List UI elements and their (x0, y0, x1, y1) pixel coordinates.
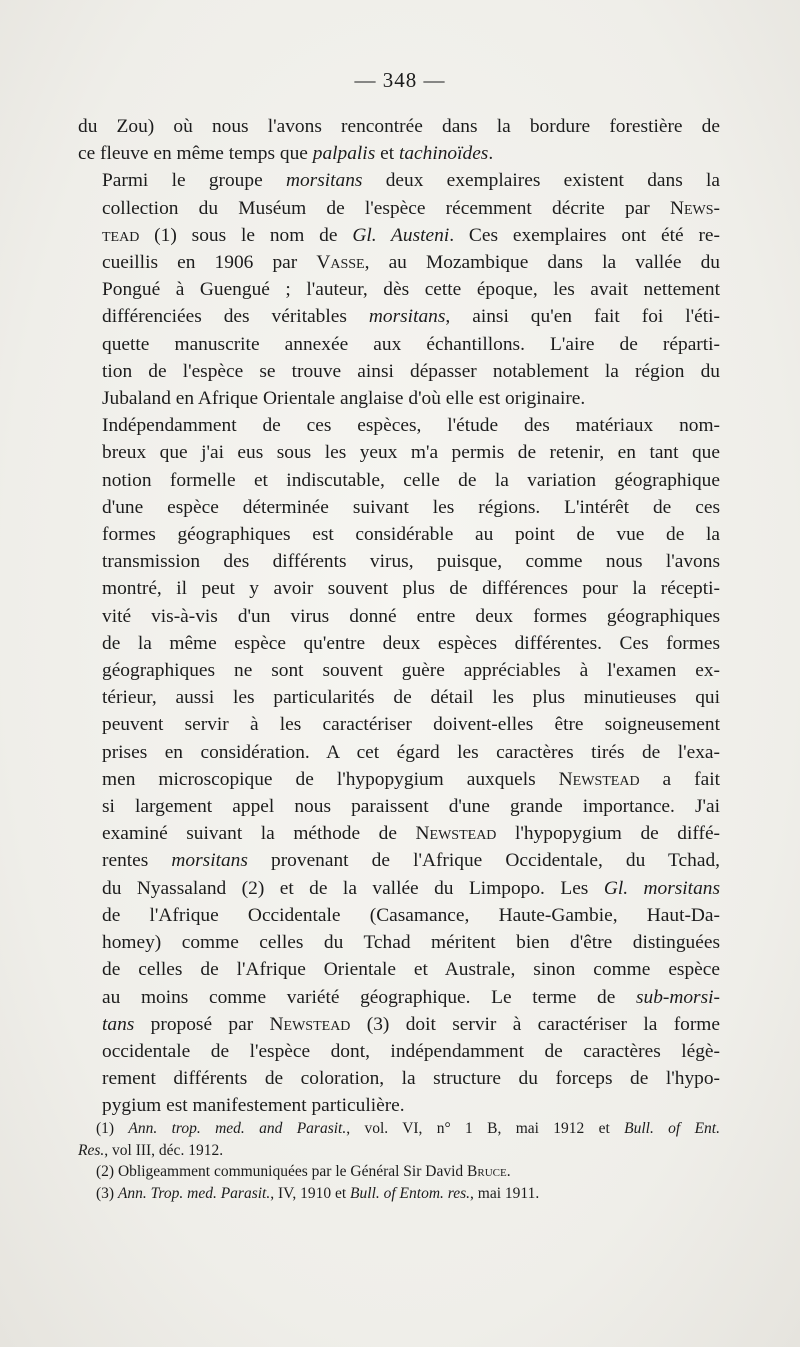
text-line: différenciées des véritables morsitans, ainsi qu'en fait foi l'éti- (102, 306, 720, 328)
text-line: transmission des différents virus, puisque, comme nous l'avons (102, 551, 720, 573)
text-line: men microscopique de l'hypopygium auxquels Newstead a fait (102, 768, 720, 790)
text-line: pygium est manifestement particulière. (102, 1095, 405, 1117)
text-line: prises en considération. A cet égard les caractères tirés de l'exa- (102, 741, 720, 763)
text-line: Jubaland en Afrique Orientale anglaise d'où elle est originaire. (102, 388, 586, 410)
text-line: examiné suivant la méthode de Newstead l'hypopygium de diffé- (102, 823, 721, 845)
text-line: cueillis en 1906 par Vasse, au Mozambique dans la vallée du (102, 252, 720, 274)
text-line: tion de l'espèce se trouve ainsi dépasser notablement la région du (102, 360, 720, 382)
text-line: occidentale de l'espèce dont, indépendamment de caractères légè- (102, 1040, 720, 1062)
text-line: de la même espèce qu'entre deux espèces différentes. Ces formes (102, 632, 720, 654)
footnote-line: (3) Ann. Trop. med. Parasit., IV, 1910 et Bull. of Entom. res., mai 1911. (96, 1184, 540, 1202)
footnote-3 (78, 1183, 720, 1205)
text-line: térieur, aussi les particularités de détail les plus minutieuses qui (102, 687, 720, 709)
text-line: homey) comme celles du Tchad méritent bien d'être distinguées (102, 932, 720, 954)
text-line: Pongué à Guengué ; l'auteur, dès cette époque, les avait nettement (102, 279, 720, 301)
text-line: d'une espèce déterminée suivant les régions. L'intérêt de ces (102, 496, 720, 518)
text-line: notion formelle et indiscutable, celle de la variation géographique (102, 469, 720, 491)
text-line: collection du Muséum de l'espèce récemment décrite par News- (102, 197, 720, 219)
text-line: rement différents de coloration, la structure du forceps de l'hypo- (102, 1068, 720, 1090)
text-line: si largement appel nous paraissent d'une grande importance. J'ai (102, 796, 720, 818)
text-line: formes géographiques est considérable au point de vue de la (102, 524, 720, 546)
paragraph-3 (78, 412, 720, 1119)
text-line: vité vis-à-vis d'un virus donné entre deux formes géographiques (102, 605, 720, 627)
text-line: géographiques ne sont souvent guère appréciables à l'examen ex- (102, 660, 720, 682)
text-line: tans proposé par Newstead (3) doit servir à caractériser la forme (102, 1013, 720, 1035)
body-text (78, 113, 720, 1120)
text-line: au moins comme variété géographique. Le terme de sub-morsi- (102, 986, 720, 1008)
text-line: rentes morsitans provenant de l'Afrique Occidentale, du Tchad, (102, 850, 720, 872)
paragraph-2 (78, 167, 720, 412)
footnotes (78, 1118, 720, 1204)
page-number: — 348 — (354, 68, 446, 92)
footnote-line: (1) Ann. trop. med. and Parasit., vol. VI, n° 1 B, mai 1912 et Bull. of Ent. (96, 1120, 720, 1137)
paragraph-1 (78, 113, 720, 167)
text-line: breux que j'ai eus sous les yeux m'a permis de retenir, en tant que (102, 442, 720, 464)
text-line: quette manuscrite annexée aux échantillons. L'aire de réparti- (102, 333, 720, 355)
text-line: peuvent servir à les caractériser doivent-elles être soigneusement (102, 714, 720, 736)
text-line: montré, il peut y avoir souvent plus de différences pour la récepti- (102, 578, 720, 600)
text-line: de l'Afrique Occidentale (Casamance, Haute-Gambie, Haut-Da- (102, 904, 720, 926)
text-line: Indépendamment de ces espèces, l'étude des matériaux nom- (102, 415, 720, 437)
footnote-line: (2) Obligeamment communiquées par le Général Sir David Bruce. (96, 1163, 511, 1181)
footnote-2 (78, 1161, 720, 1183)
text-line: ce fleuve en même temps que palpalis et tachinoïdes. (78, 143, 494, 165)
text-line: Parmi le groupe morsitans deux exemplaires existent dans la (102, 170, 720, 192)
text-line: tead (1) sous le nom de Gl. Austeni. Ces exemplaires ont été re- (102, 224, 720, 246)
text-line: du Zou) où nous l'avons rencontrée dans la bordure forestière de (78, 116, 720, 137)
text-line: du Nyassaland (2) et de la vallée du Limpopo. Les Gl. morsitans (102, 877, 721, 899)
footnote-1 (78, 1118, 720, 1161)
text-line: de celles de l'Afrique Orientale et Australe, sinon comme espèce (102, 959, 720, 981)
footnote-line: Res., vol III, déc. 1912. (78, 1141, 224, 1159)
